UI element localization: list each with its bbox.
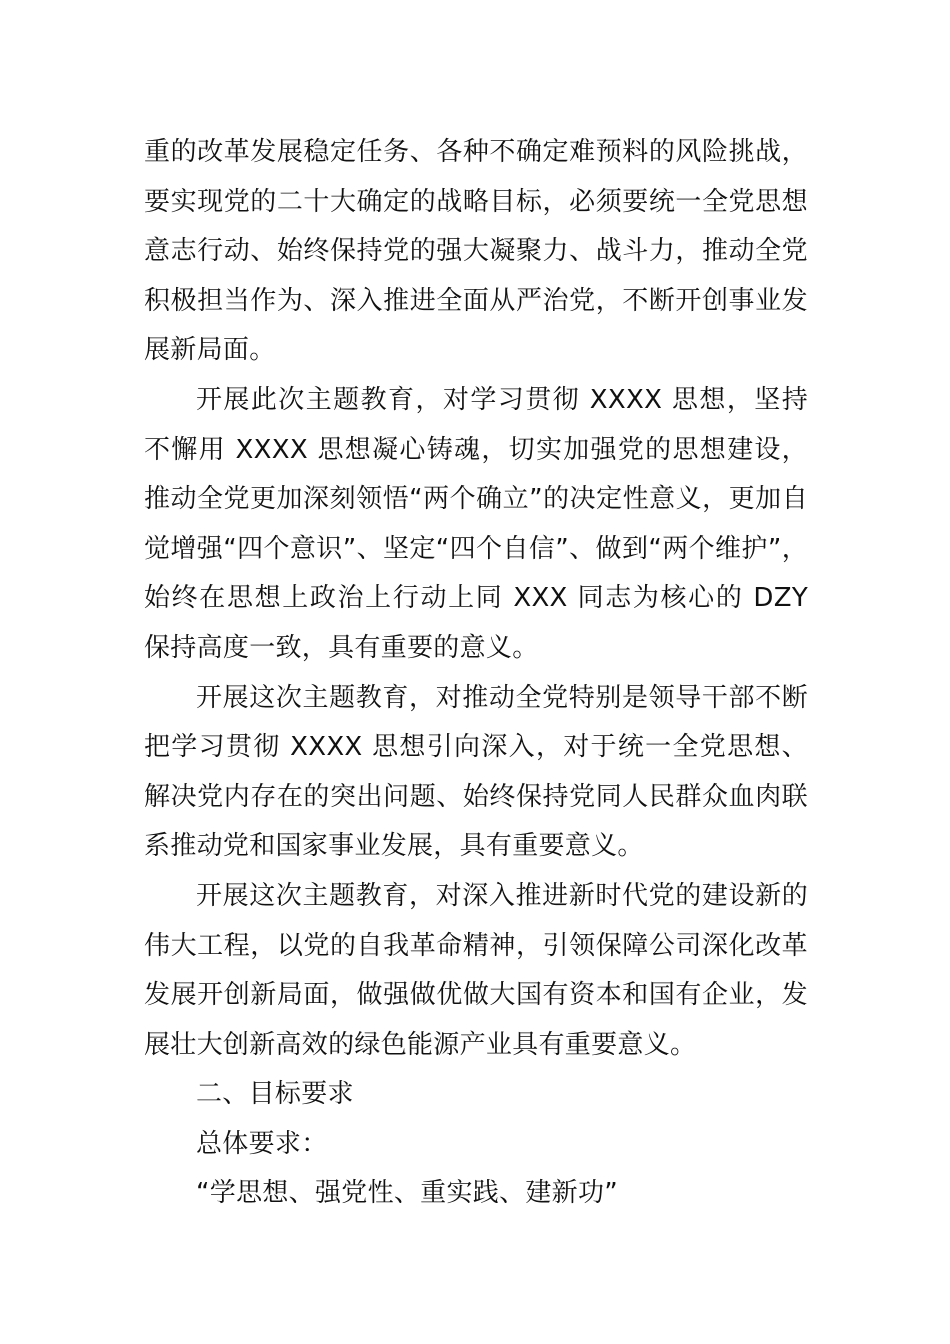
subheading: 总体要求： <box>196 1128 328 1159</box>
paragraph-continuation: 重的改革发展稳定任务、各种不确定难预料的风险挑战，要实现党的二十大确定的战略目标，必须要统一全党思想意志行动、始终保持党的强大凝聚力、战斗力，推动全党积极担当作为、深入推进全面从严治党，不断开创事业发展新局面。 <box>144 137 808 366</box>
section-heading: 二、目标要求 <box>196 1079 354 1110</box>
paragraph-significance-thought: 开展此次主题教育，对学习贯彻 XXXX 思想，坚持不懈用 XXXX 思想凝心铸魂，切实加强党的思想建设，推动全党更加深刻领悟“两个确立”的决定性意义，更加自觉增强“四个意识”、坚定“四个自信”、做到“两个维护”，始终在思想上政治上行动上同 XXX 同志为核心的 DZY 保持高度一致，具有重要的意义。 <box>144 384 808 663</box>
paragraph-significance-cadres: 开展这次主题教育，对推动全党特别是领导干部不断把学习贯彻 XXXX 思想引向深入，对于统一全党思想、解决党内存在的突出问题、始终保持党同人民群众血肉联系推动党和国家事业发展，具有重要意义。 <box>144 682 808 862</box>
document-body <box>144 128 808 1219</box>
paragraph-significance-company: 开展这次主题教育，对深入推进新时代党的建设新的伟大工程，以党的自我革命精神，引领保障公司深化改革发展开创新局面，做强做优做大国有资本和国有企业，发展壮大创新高效的绿色能源产业具有重要意义。 <box>144 880 808 1060</box>
slogan-text: “学思想、强党性、重实践、建新功” <box>196 1178 619 1209</box>
